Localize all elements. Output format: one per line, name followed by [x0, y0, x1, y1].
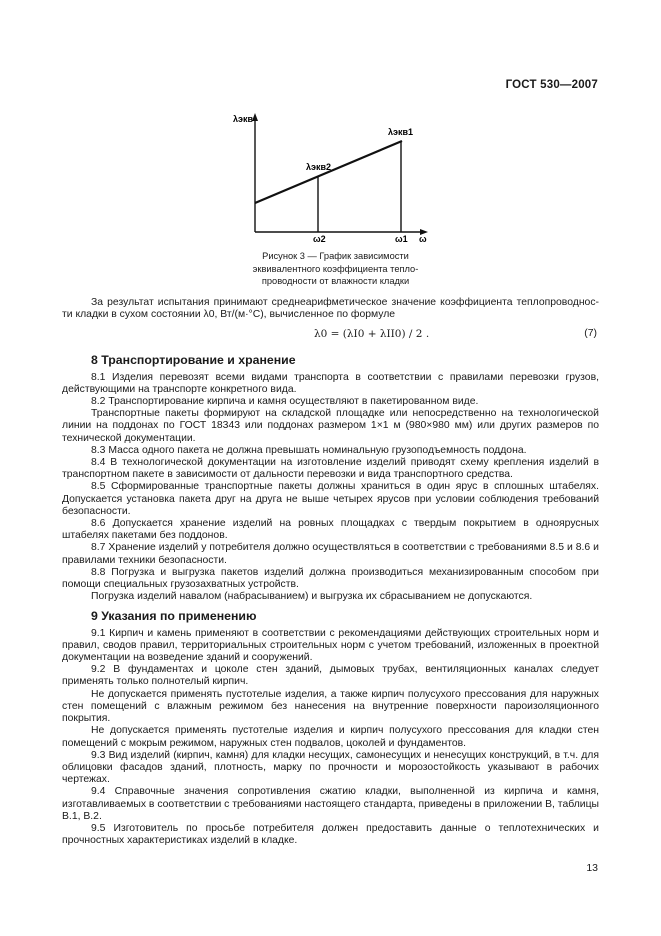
paragraph-9-1: 9.1 Кирпич и камень применяют в соответствии с рекомендациями действующих строительных норм и правил, сводов правил, территориальных строительных норм с учетом требований, изложенных в проектной документации на возведение зданий и сооружений.	[62, 627, 599, 664]
paragraph-8-6: 8.6 Допускается хранение изделий на ровных площадках с твердым покрытием в одноярусных штабелях пакетами без поддонов.	[62, 518, 599, 542]
section-9-title: 9 Указания по применению	[91, 609, 257, 624]
paragraph-9-4: 9.4 Справочные значения сопротивления сжатию кладки, выполненной из кирпича и камня, изготавливаемых в соответствии с требованиями настоящего стандарта, приведены в приложении В, таблицы В.1, В.2.	[62, 786, 599, 822]
paragraph-9-5: 9.5 Изготовитель по просьбе потребителя должен предоставить данные о теплотехнических и прочностных характеристиках изделий в кладке.	[62, 822, 599, 847]
paragraph-9-2: 9.2 В фундаментах и цоколе стен зданий, дымовых трубах, вентиляционных каналах следует применять только полнотелый кирпич.	[62, 664, 599, 688]
lambda2-label: λэкв2	[306, 162, 332, 172]
page-number: 13	[586, 862, 598, 874]
paragraph-8-7: 8.7 Хранение изделий у потребителя должно осуществляться в соответствии с требованиями 8.5 и 8.6 и правилами техники безопасности.	[62, 542, 599, 566]
section-8-title: 8 Транспортирование и хранение	[91, 353, 296, 368]
lambda1-label: λэкв1	[388, 127, 414, 137]
document-body	[62, 297, 599, 847]
dependency-graph	[228, 110, 443, 250]
paragraph-8-2: 8.2 Транспортирование кирпича и камня осуществляют в пакетированном виде.	[91, 396, 479, 408]
paragraph-8-2-cont: Транспортные пакеты формируют на складской площадке или непосредственно на технологической линии на поддонах по ГОСТ 18343 или поддонах размером 1×1 м (980×980 мм) или других размеров по технической документации.	[62, 408, 599, 444]
intro-line-1: За результат испытания принимают среднеарифметическое значение коэффициента теплопроводнос-	[91, 297, 599, 308]
caption-line: проводности от влажности кладки	[261, 276, 410, 286]
omega2-tick-label: ω2	[313, 234, 326, 244]
formula-number: (7)	[584, 328, 597, 340]
paragraph-9-2-cont-a: Не допускается применять пустотелые изделия, а также кирпич полусухого прессования для наружных стен помещений с влажным режимом без нанесения на внутренние поверхности пароизоляционного покрытия.	[62, 688, 599, 725]
formula-7	[62, 324, 599, 346]
paragraph-8-4: 8.4 В технологической документации на изготовление изделий приводят схему крепления изделий в транспортном пакете в зависимости от дальности перевозки и вида транспортного средства.	[62, 457, 599, 481]
paragraph-8-8-cont: Погрузка изделий навалом (набрасыванием) и выгрузка их сбрасыванием не допускаются.	[91, 591, 533, 603]
paragraph-9-3: 9.3 Вид изделий (кирпич, камня) для кладки несущих, самонесущих и ненесущих конструкций, в т.ч. для облицовки фасадов зданий, плотность, марку по прочности и морозостойкость указывают в рабочих чертежах.	[62, 749, 599, 786]
paragraph-8-5: 8.5 Сформированные транспортные пакеты должны храниться в один ярус в сплошных штабелях. Допускается установка пакета друг на друга не выше четырех ярусов при условии соблюдения требований безопасности.	[62, 481, 599, 517]
document-code: ГОСТ 530—2007	[505, 79, 598, 91]
x-axis-label: ω	[419, 234, 427, 244]
paragraph-8-1: 8.1 Изделия перевозят всеми видами транспорта в соответствии с правилами перевозки грузов, действующими на транспорте конкретного вида.	[62, 371, 599, 395]
caption-line: Рисунок 3 — График зависимости	[262, 251, 409, 261]
figure-caption	[228, 250, 443, 288]
omega1-tick-label: ω1	[395, 234, 408, 244]
paragraph-9-2-cont-b: Не допускается применять пустотелые изделия и кирпич полусухого прессования для кладки стен помещений с мокрым режимом, наружных стен подвалов, цоколей и фундаментов.	[62, 725, 599, 749]
paragraph-8-8: 8.8 Погрузка и выгрузка пакетов изделий должна производиться механизированным способом при помощи специальных грузозахватных устройств.	[62, 566, 599, 591]
caption-line: эквивалентного коэффициента тепло-	[252, 263, 419, 274]
y-axis-label: λэкв	[233, 114, 254, 124]
paragraph-8-3: 8.3 Масса одного пакета не должна превышать номинальную грузоподъемность поддона.	[91, 444, 527, 456]
intro-line-2: ти кладки в сухом состоянии λ0, Вт/(м·°С), вычисленное по формуле	[62, 309, 396, 321]
dependency-line	[255, 141, 402, 203]
formula-text: λ0 = (λI0 + λII0) / 2 .	[314, 328, 430, 341]
